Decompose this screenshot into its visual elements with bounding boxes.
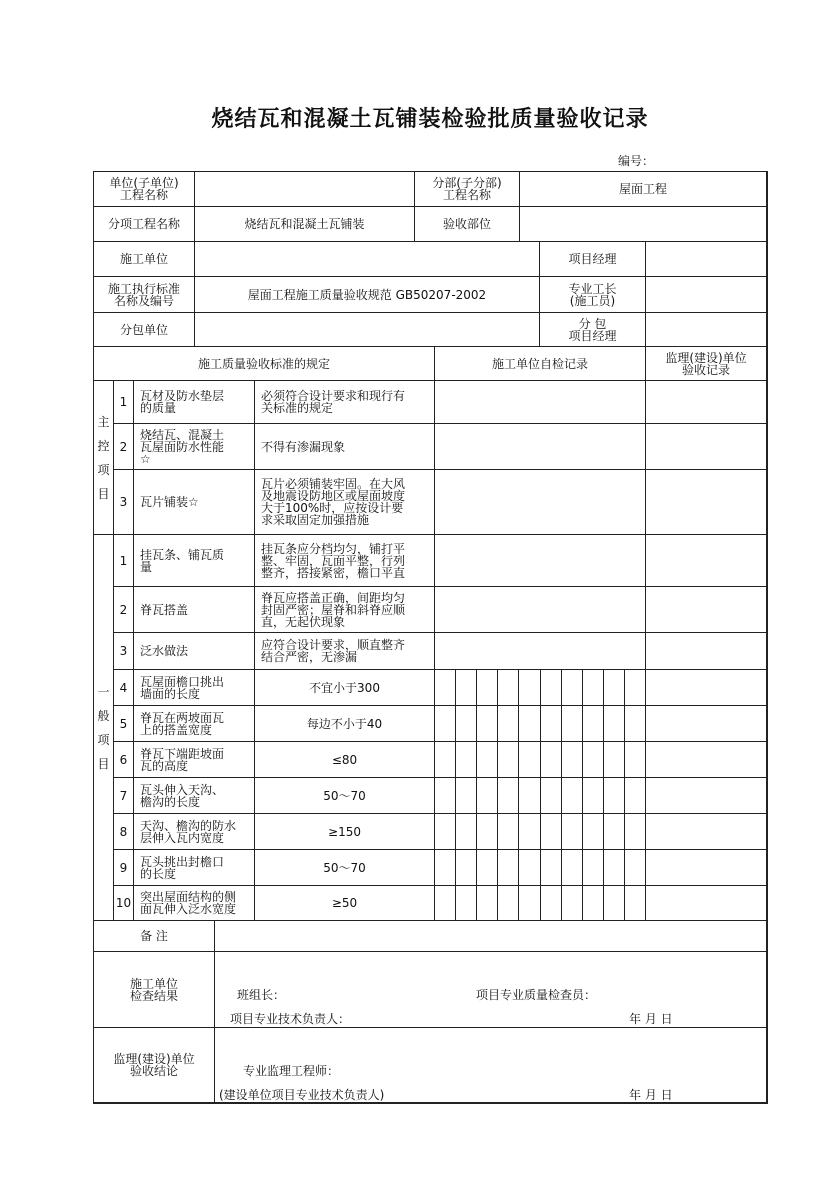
- measurement-cell[interactable]: [561, 705, 583, 742]
- item-standard: 每边不小于40: [254, 705, 435, 742]
- supervision-field[interactable]: [645, 849, 767, 886]
- measurement-cell[interactable]: [582, 885, 604, 921]
- item-name: 泛水做法: [133, 632, 255, 670]
- main-control-group-label: 主 控 项 目: [93, 380, 114, 535]
- subcontractor-field[interactable]: [194, 312, 540, 347]
- subitem-name-label: 分项工程名称: [93, 206, 195, 242]
- measurement-cell[interactable]: [624, 849, 646, 886]
- self-check-field[interactable]: [434, 469, 646, 535]
- supervision-field[interactable]: [645, 534, 767, 587]
- self-check-field[interactable]: [434, 423, 646, 470]
- quality-inspector-label: 项目专业质量检查员：: [476, 988, 597, 1002]
- supervision-field[interactable]: [645, 423, 767, 470]
- self-check-column-header: 施工单位自检记录: [434, 346, 646, 381]
- measurement-cell[interactable]: [582, 669, 604, 706]
- project-manager-field[interactable]: [645, 241, 767, 277]
- measurement-cell[interactable]: [518, 669, 541, 706]
- unit-name-label: 单位(子单位) 工程名称: [93, 171, 195, 207]
- measurement-cell[interactable]: [582, 741, 604, 778]
- measurement-cell[interactable]: [518, 813, 541, 850]
- measurement-cell[interactable]: [624, 705, 646, 742]
- measurement-cell[interactable]: [603, 705, 625, 742]
- measurement-cell[interactable]: [476, 777, 498, 814]
- measurement-cell[interactable]: [518, 705, 541, 742]
- self-check-field[interactable]: [434, 586, 646, 633]
- item-number: 2: [113, 423, 134, 470]
- measurement-cell[interactable]: [455, 849, 477, 886]
- contractor-date: 年 月 日: [629, 1012, 673, 1026]
- item-standard: 50～70: [254, 849, 435, 886]
- item-number: 5: [113, 705, 134, 742]
- measurement-cell[interactable]: [624, 813, 646, 850]
- item-number: 6: [113, 741, 134, 778]
- measurement-cell[interactable]: [497, 705, 519, 742]
- measurement-cell[interactable]: [434, 777, 456, 814]
- supervision-field[interactable]: [645, 586, 767, 633]
- measurement-cell[interactable]: [476, 669, 498, 706]
- item-number: 1: [113, 380, 134, 424]
- measurement-cell[interactable]: [540, 813, 562, 850]
- measurement-cell[interactable]: [518, 741, 541, 778]
- measurement-cell[interactable]: [497, 777, 519, 814]
- measurement-cell[interactable]: [561, 669, 583, 706]
- item-name: 瓦头伸入天沟、 檐沟的长度: [133, 777, 255, 814]
- measurement-cell[interactable]: [518, 849, 541, 886]
- standard-label: 施工执行标准 名称及编号: [93, 276, 195, 313]
- item-standard: ≥150: [254, 813, 435, 850]
- self-check-field[interactable]: [434, 534, 646, 587]
- item-number: 1: [113, 534, 134, 587]
- foreman-label: 专业工长 (施工员): [539, 276, 646, 313]
- measurement-cell[interactable]: [518, 885, 541, 921]
- owner-tech-lead-label: (建设单位项目专业技术负责人): [219, 1088, 385, 1102]
- supervision-field[interactable]: [645, 813, 767, 850]
- measurement-cell[interactable]: [624, 741, 646, 778]
- project-manager-label: 项目经理: [539, 241, 646, 277]
- subitem-name-value: 烧结瓦和混凝土瓦铺装: [194, 206, 415, 242]
- measurement-cell[interactable]: [497, 885, 519, 921]
- measurement-cell[interactable]: [603, 741, 625, 778]
- item-number: 8: [113, 813, 134, 850]
- subcontractor-label: 分包单位: [93, 312, 195, 347]
- measurement-cell[interactable]: [603, 777, 625, 814]
- measurement-cell[interactable]: [561, 849, 583, 886]
- item-name: 脊瓦搭盖: [133, 586, 255, 633]
- remarks-field[interactable]: [214, 920, 767, 952]
- item-name: 脊瓦下端距坡面 瓦的高度: [133, 741, 255, 778]
- measurement-cell[interactable]: [434, 669, 456, 706]
- item-number: 3: [113, 469, 134, 535]
- measurement-cell[interactable]: [455, 813, 477, 850]
- measurement-cell[interactable]: [540, 705, 562, 742]
- foreman-field[interactable]: [645, 276, 767, 313]
- item-standard: 挂瓦条应分档均匀，铺打平 整、牢固，瓦面平整，行列 整齐，搭接紧密，檐口平直: [254, 534, 435, 587]
- item-name: 瓦片铺装☆: [133, 469, 255, 535]
- measurement-cell[interactable]: [434, 849, 456, 886]
- supervision-field[interactable]: [645, 885, 767, 921]
- item-standard: 不宜小于300: [254, 669, 435, 706]
- tech-lead-label: 项目专业技术负责人：: [230, 1012, 351, 1026]
- division-name-value: 屋面工程: [519, 171, 767, 207]
- item-name: 脊瓦在两坡面瓦 上的搭盖宽度: [133, 705, 255, 742]
- unit-name-field[interactable]: [194, 171, 415, 207]
- supervision-field[interactable]: [645, 705, 767, 742]
- measurement-cell[interactable]: [434, 705, 456, 742]
- item-standard: 瓦片必须铺装牢固。在大风 及地震设防地区或屋面坡度 大于100%时，应按设计要 求采取固定加强措施: [254, 469, 435, 535]
- item-standard: 50～70: [254, 777, 435, 814]
- contractor-field[interactable]: [194, 241, 540, 277]
- measurement-cell[interactable]: [476, 741, 498, 778]
- measurement-cell[interactable]: [603, 813, 625, 850]
- supervision-field[interactable]: [645, 741, 767, 778]
- measurement-cell[interactable]: [434, 885, 456, 921]
- measurement-cell[interactable]: [603, 669, 625, 706]
- measurement-cell[interactable]: [434, 813, 456, 850]
- measurement-cell[interactable]: [455, 669, 477, 706]
- self-check-field[interactable]: [434, 380, 646, 424]
- measurement-cell[interactable]: [455, 885, 477, 921]
- measurement-cell[interactable]: [497, 741, 519, 778]
- measurement-cell[interactable]: [582, 813, 604, 850]
- remarks-label: 备 注: [93, 920, 215, 952]
- measurement-cell[interactable]: [540, 741, 562, 778]
- measurement-cell[interactable]: [476, 705, 498, 742]
- measurement-cell[interactable]: [582, 777, 604, 814]
- measurement-cell[interactable]: [518, 777, 541, 814]
- measurement-cell[interactable]: [497, 669, 519, 706]
- item-name: 挂瓦条、铺瓦质 量: [133, 534, 255, 587]
- item-number: 10: [113, 885, 134, 921]
- measurement-cell[interactable]: [561, 885, 583, 921]
- item-standard: ≥50: [254, 885, 435, 921]
- supervision-date: 年 月 日: [629, 1088, 673, 1102]
- item-number: 4: [113, 669, 134, 706]
- item-standard: 必须符合设计要求和现行有 关标准的规定: [254, 380, 435, 424]
- measurement-cell[interactable]: [603, 885, 625, 921]
- item-name: 瓦头挑出封檐口 的长度: [133, 849, 255, 886]
- measurement-cell[interactable]: [624, 885, 646, 921]
- item-name: 瓦屋面檐口挑出 墙面的长度: [133, 669, 255, 706]
- inspection-location-label: 验收部位: [414, 206, 520, 242]
- measurement-cell[interactable]: [540, 669, 562, 706]
- supervision-result-label: 监理(建设)单位 验收结论: [93, 1027, 215, 1103]
- measurement-cell[interactable]: [476, 813, 498, 850]
- item-name: 瓦材及防水垫层 的质量: [133, 380, 255, 424]
- sub-pm-label: 分 包 项目经理: [539, 312, 646, 347]
- supervision-field[interactable]: [645, 380, 767, 424]
- measurement-cell[interactable]: [561, 741, 583, 778]
- supervision-column-header: 监理(建设)单位 验收记录: [645, 346, 767, 381]
- measurement-cell[interactable]: [624, 777, 646, 814]
- measurement-cell[interactable]: [624, 669, 646, 706]
- item-name: 天沟、檐沟的防水 层伸入瓦内宽度: [133, 813, 255, 850]
- contractor-label: 施工单位: [93, 241, 195, 277]
- inspection-location-field[interactable]: [519, 206, 767, 242]
- measurement-cell[interactable]: [540, 777, 562, 814]
- measurement-cell[interactable]: [497, 813, 519, 850]
- item-number: 3: [113, 632, 134, 670]
- supervision-field[interactable]: [645, 632, 767, 670]
- item-standard: ≤80: [254, 741, 435, 778]
- item-standard: 应符合设计要求，顺直整齐 结合严密，无渗漏: [254, 632, 435, 670]
- item-name: 烧结瓦、混凝土 瓦屋面防水性能 ☆: [133, 423, 255, 470]
- standard-column-header: 施工质量验收标准的规定: [93, 346, 435, 381]
- general-group-label: 一 般 项 目: [93, 534, 114, 921]
- item-standard: 脊瓦应搭盖正确，间距均匀 封固严密；屋脊和斜脊应顺 直，无起伏现象: [254, 586, 435, 633]
- measurement-cell[interactable]: [455, 705, 477, 742]
- item-standard: 不得有渗漏现象: [254, 423, 435, 470]
- contractor-result-label: 施工单位 检查结果: [93, 951, 215, 1028]
- supervising-engineer-label: 专业监理工程师：: [243, 1064, 340, 1078]
- item-number: 7: [113, 777, 134, 814]
- measurement-cell[interactable]: [540, 849, 562, 886]
- measurement-cell[interactable]: [561, 777, 583, 814]
- sub-pm-field[interactable]: [645, 312, 767, 347]
- supervision-field[interactable]: [645, 469, 767, 535]
- item-number: 2: [113, 586, 134, 633]
- measurement-cell[interactable]: [582, 849, 604, 886]
- team-leader-label: 班组长：: [237, 988, 286, 1002]
- measurement-cell[interactable]: [540, 885, 562, 921]
- serial-number-label: 编号：: [618, 154, 655, 168]
- standard-value: 屋面工程施工质量验收规范 GB50207-2002: [194, 276, 540, 313]
- measurement-cell[interactable]: [476, 885, 498, 921]
- page-title: 烧结瓦和混凝土瓦铺装检验批质量验收记录: [211, 107, 649, 132]
- measurement-cell[interactable]: [561, 813, 583, 850]
- self-check-field[interactable]: [434, 632, 646, 670]
- measurement-cell[interactable]: [455, 777, 477, 814]
- supervision-field[interactable]: [645, 669, 767, 706]
- item-name: 突出屋面结构的侧 面瓦伸入泛水宽度: [133, 885, 255, 921]
- item-number: 9: [113, 849, 134, 886]
- supervision-field[interactable]: [645, 777, 767, 814]
- measurement-cell[interactable]: [603, 849, 625, 886]
- measurement-cell[interactable]: [476, 849, 498, 886]
- division-name-label: 分部(子分部) 工程名称: [414, 171, 520, 207]
- measurement-cell[interactable]: [497, 849, 519, 886]
- measurement-cell[interactable]: [434, 741, 456, 778]
- measurement-cell[interactable]: [455, 741, 477, 778]
- measurement-cell[interactable]: [582, 705, 604, 742]
